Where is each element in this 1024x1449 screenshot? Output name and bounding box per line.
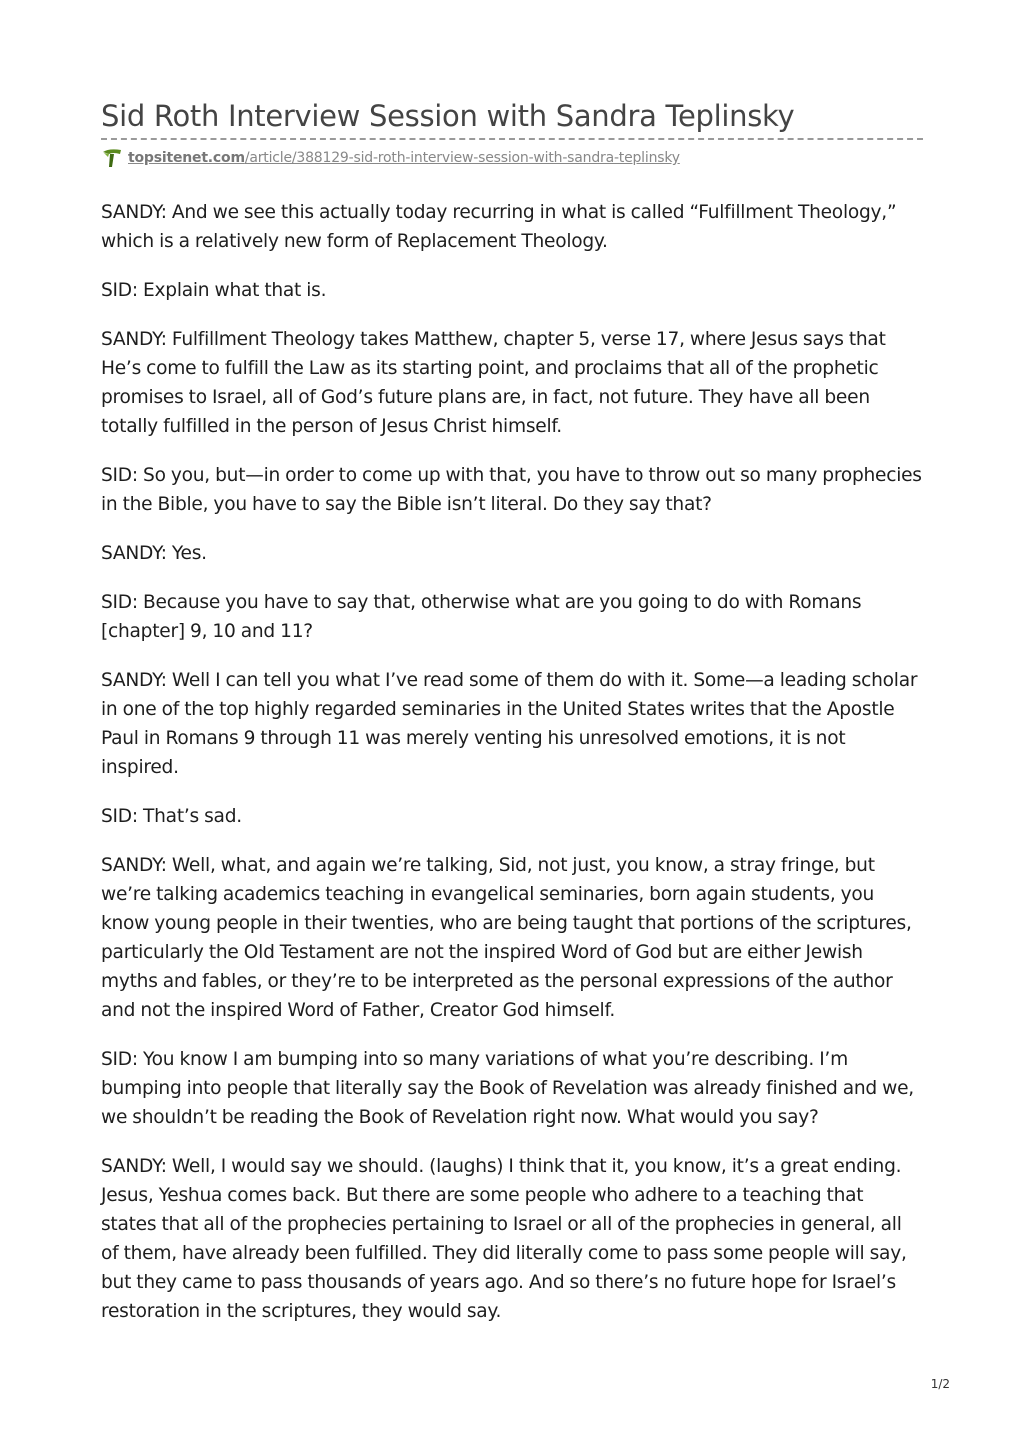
topsitenet-logo-icon [101, 148, 123, 168]
article-body [101, 198, 923, 1326]
source-domain: topsitenet.com [128, 150, 245, 166]
paragraph: SANDY: And we see this actually today recurring in what is called “Fulfillment Theology,” which is a relatively new form of Replacement Theology. [101, 202, 897, 252]
paragraph: SANDY: Well, what, and again we’re talking, Sid, not just, you know, a stray fringe, but we’re talking academics teaching in evangelical seminaries, born again students, you know young people in their twenties, who are being taught that portions of the scriptures, particularly the Old Testament are not the inspired Word of God but are either Jewish myths and fables, or they’re to be interpreted as the personal expressions of the author and not the inspired Word of Father, Creator God himself. [101, 855, 912, 1021]
paragraph: SID: You know I am bumping into so many variations of what you’re describing. I’m bumping into people that literally say the Book of Revelation was already finished and we, we shouldn’t be reading the Book of Revelation right now. What would you say? [101, 1049, 914, 1128]
paragraph: SANDY: Well I can tell you what I’ve read some of them do with it. Some—a leading scholar in one of the top highly regarded seminaries in the United States writes that the Apostle Paul in Romans 9 through 11 was merely venting his unresolved emotions, it is not inspired. [101, 670, 918, 778]
article-page [101, 96, 923, 1346]
paragraph: SANDY: Well, I would say we should. (laughs) I think that it, you know, it’s a great ending. Jesus, Yeshua comes back. But there are some people who adhere to a teaching that states that all of the prophecies pertaining to Israel or all of the prophecies in general, all of them, have already been fulfilled. They did literally come to pass some people will say, but they came to pass thousands of years ago. And so there’s no future hope for Israel’s restoration in the scriptures, they would say. [101, 1156, 907, 1322]
paragraph: SID: So you, but—in order to come up with that, you have to throw out so many prophecies in the Bible, you have to say the Bible isn’t literal. Do they say that? [101, 465, 922, 515]
paragraph: SID: That’s sad. [101, 806, 242, 827]
source-url-link[interactable] [128, 150, 680, 166]
title-divider [101, 138, 923, 140]
source-line [101, 146, 923, 170]
page-title: Sid Roth Interview Session with Sandra Teplinsky [101, 99, 795, 133]
paragraph: SID: Because you have to say that, otherwise what are you going to do with Romans [chapter] 9, 10 and 11? [101, 592, 862, 642]
page-number: 1/2 [930, 1377, 950, 1391]
paragraph: SID: Explain what that is. [101, 280, 327, 301]
paragraph: SANDY: Fulfillment Theology takes Matthew, chapter 5, verse 17, where Jesus says that He’s come to fulfill the Law as its starting point, and proclaims that all of the prophetic promises to Israel, all of God’s future plans are, in fact, not future. They have all been totally fulfilled in the person of Jesus Christ himself. [101, 329, 886, 437]
source-path: /article/388129-sid-roth-interview-session-with-sandra-teplinsky [244, 150, 680, 166]
paragraph: SANDY: Yes. [101, 543, 207, 564]
